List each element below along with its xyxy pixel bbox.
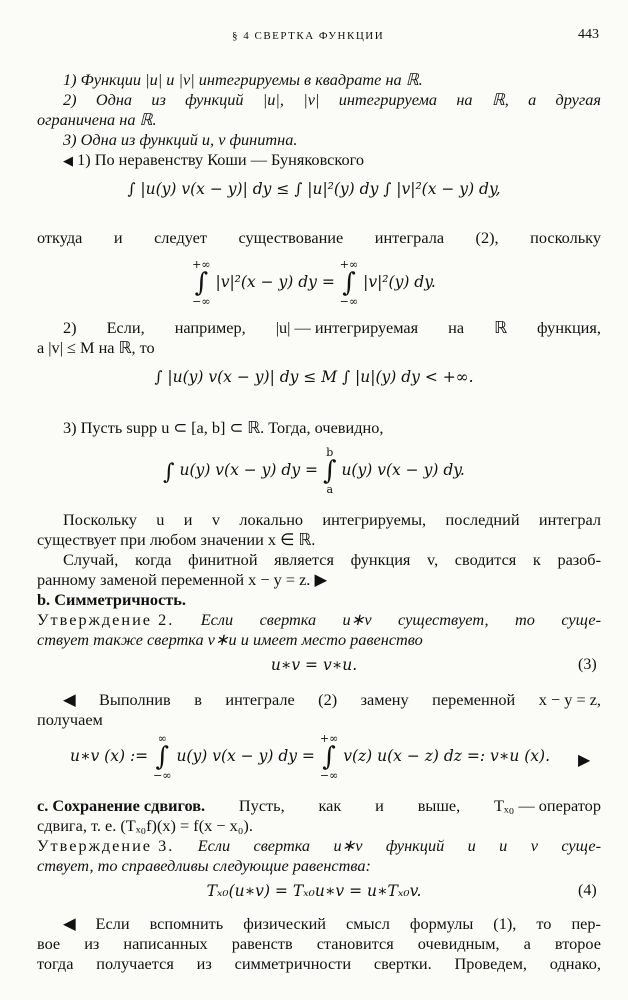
word: Утверждение 2.: [37, 610, 175, 629]
proof-part-1: [63, 150, 601, 171]
word: то: [536, 914, 552, 933]
lower-limit: −∞: [319, 769, 339, 782]
integral-sign: +∞ ∫ −∞: [319, 732, 339, 782]
upper-limit: ∞: [157, 732, 167, 745]
integral-sign: +∞ ∫ −∞: [339, 258, 359, 308]
word: Поскольку: [63, 510, 137, 529]
word: ◀: [63, 914, 76, 933]
word: Утверждение 3.: [37, 836, 175, 855]
word: финитной: [188, 550, 258, 569]
word: интеграл: [538, 510, 601, 529]
running-title: § 4 СВЕРТКА ФУНКЦИИ: [232, 30, 385, 42]
word: в: [194, 690, 202, 709]
word: интегрируема: [338, 90, 438, 109]
word: Если,: [106, 318, 145, 337]
word: разоб-: [557, 550, 601, 569]
formula-right-side: v(z) u(x − z) dz =: v∗u (x).: [343, 747, 551, 765]
word: суще-: [561, 610, 601, 629]
word: ℝ,: [491, 90, 509, 109]
word: и: [499, 836, 508, 855]
word: из: [151, 90, 166, 109]
statement-2-line-1: [37, 610, 601, 630]
word: написанных: [123, 934, 208, 953]
word: выше,: [417, 796, 461, 815]
word: второе: [554, 934, 601, 953]
word: Выполнив: [99, 690, 171, 709]
word: на: [448, 318, 465, 337]
word: как: [318, 796, 342, 815]
word: локально: [239, 510, 304, 529]
formula-cauchy-bunyakovsky: ∫ |u(y) v(x − y)| dy ≤ ∫ |u|²(y) dy ∫ |v|²(x − y) dy,: [127, 180, 501, 198]
word: формулы: [409, 914, 474, 933]
formula-integral-v-squared: [0, 258, 628, 308]
formula-right-side: u(y) v(x − y) dy.: [341, 461, 465, 479]
lower-limit: a: [326, 483, 333, 496]
formula-right-side: |v|²(y) dy.: [363, 273, 436, 291]
word: и: [183, 510, 193, 529]
word: тогда: [37, 954, 74, 973]
upper-limit: +∞: [319, 732, 339, 745]
section-heading-shift: [37, 796, 601, 816]
formula-left-side: |v|²(x − y) dy =: [215, 273, 335, 291]
word: Если: [95, 914, 130, 933]
final-text-line-1: [63, 914, 601, 934]
word: физический: [243, 914, 327, 933]
word: функций: [385, 836, 445, 855]
word: суще-: [561, 836, 601, 855]
word: очевидным,: [417, 934, 500, 953]
word: |u| — интегрируемая: [275, 318, 419, 337]
word: u: [156, 510, 165, 529]
integral-sign: +∞ ∫ −∞: [192, 258, 211, 308]
statement-3-line-1: [37, 836, 601, 856]
word: например,: [174, 318, 246, 337]
hypothesis-2-line-1: [63, 90, 601, 110]
word: существование: [238, 228, 344, 247]
formula-middle: u(y) v(x − y) dy =: [176, 747, 315, 765]
integral-sign: ∫: [163, 460, 175, 485]
page-header: [0, 27, 628, 50]
word: когда: [134, 550, 172, 569]
word: Tₓ₀ — оператор: [493, 796, 601, 815]
word: равенств: [231, 934, 293, 953]
text-finite-case-1: [63, 550, 601, 570]
equation-4: Tₓ₀(u∗v) = Tₓ₀u∗v = u∗Tₓ₀v.: [206, 882, 422, 900]
word: однако,: [549, 954, 601, 973]
word: к: [532, 550, 541, 569]
text-finite-case-2: ранному заменой переменной x − y = z. ▶: [37, 570, 327, 589]
statement-2-line-2: ствует также свертка v∗u и имеет место равенство: [37, 630, 423, 649]
word: замену: [360, 690, 409, 709]
lower-limit: −∞: [339, 295, 359, 308]
word: вспомнить: [149, 914, 224, 933]
word: 2): [63, 90, 77, 109]
word: сводится: [454, 550, 517, 569]
upper-limit: b: [326, 446, 334, 459]
word: Случай,: [63, 550, 119, 569]
word: на: [456, 90, 473, 109]
integral-sign: ∞ ∫ −∞: [153, 732, 172, 782]
word: ◀: [63, 690, 76, 709]
section-heading-symmetry: b. Симметричность.: [37, 590, 186, 609]
word: свертки.: [373, 954, 432, 973]
equation-3-number: (3): [578, 656, 597, 673]
word: 2): [63, 318, 77, 337]
word: другая: [555, 90, 601, 109]
lower-limit: −∞: [192, 295, 211, 308]
word: следует: [154, 228, 207, 247]
word: становится: [316, 934, 394, 953]
word: интегрируемы,: [322, 510, 427, 529]
word: |v|: [303, 90, 320, 109]
word: и: [113, 228, 123, 247]
word: (2),: [475, 228, 499, 247]
word: смысл: [346, 914, 390, 933]
text-exists-any-x: существует при любом значении x ∈ ℝ.: [37, 530, 316, 549]
final-text-line-2: [37, 934, 601, 954]
word: получается: [96, 954, 174, 973]
integral-sign: b ∫ a: [322, 446, 337, 496]
word: (2): [318, 690, 338, 709]
word: а: [523, 934, 531, 953]
word: интеграле: [225, 690, 295, 709]
word: вое: [37, 934, 61, 953]
word: существует,: [397, 610, 489, 629]
word: из: [196, 954, 212, 973]
word: v: [211, 510, 220, 529]
shift-definition: сдвига, т. е. (Tₓ₀f)(x) = f(x − x₀).: [37, 816, 253, 835]
word: Если: [197, 836, 231, 855]
word: Одна: [95, 90, 133, 109]
formula-bounded-integral: ∫ |u(y) v(x − y)| dy ≤ M ∫ |u|(y) dy < +∞.: [154, 368, 474, 386]
word: u∗v: [342, 610, 372, 629]
word: из: [84, 934, 100, 953]
formula-left-side: u(y) v(x − y) dy =: [179, 461, 319, 479]
proof-part-2-line-2: а |v| ≤ M на ℝ, то: [37, 338, 155, 357]
word: является: [274, 550, 334, 569]
hypothesis-3: 3) Одна из функций u, v финитна.: [63, 130, 298, 149]
upper-limit: +∞: [192, 258, 211, 271]
final-text-line-3: [37, 954, 601, 974]
hypothesis-2-line-2: ограничена на ℝ.: [37, 110, 157, 129]
word: c. Сохранение сдвигов.: [37, 796, 206, 815]
equation-3: u∗v = v∗u.: [270, 656, 358, 674]
word: свертка: [253, 836, 311, 855]
word: Проведем,: [454, 954, 527, 973]
formula-finite-support: [0, 446, 628, 496]
text-locally-integrable: [63, 510, 601, 530]
proof-part-3: 3) Пусть supp u ⊂ [a, b] ⊂ ℝ. Тогда, очевидно,: [63, 418, 384, 437]
proof-end-marker: ▶: [578, 752, 591, 769]
word: x − y = z,: [538, 690, 601, 709]
word: Если: [200, 610, 234, 629]
text-hence-existence: [37, 228, 601, 248]
word: (1),: [493, 914, 517, 933]
word: ℝ: [494, 318, 508, 337]
equation-4-number: (4): [578, 882, 597, 899]
word: а: [528, 90, 537, 109]
word: v,: [427, 550, 439, 569]
word: функция,: [537, 318, 601, 337]
formula-symmetry: [30, 732, 590, 782]
word: |u|,: [262, 90, 284, 109]
word: функция: [350, 550, 411, 569]
word: интеграла: [374, 228, 445, 247]
proof-part-1-text: 1) По неравенству Коши — Буняковского: [73, 150, 365, 169]
proof-start-marker: ◀: [63, 153, 73, 168]
word: u∗v: [333, 836, 363, 855]
word: v: [530, 836, 538, 855]
word: функций: [185, 90, 244, 109]
formula-left-side: u∗v (x) :=: [69, 747, 149, 765]
proof-part-2-line-1: [63, 318, 601, 338]
word: поскольку: [530, 228, 601, 247]
word: и: [375, 796, 384, 815]
word: переменной: [432, 690, 516, 709]
word: откуда: [37, 228, 83, 247]
hypothesis-1: 1) Функции |u| и |v| интегрируемы в квадрате на ℝ.: [63, 70, 423, 89]
word: Пусть,: [238, 796, 285, 815]
word: u: [467, 836, 476, 855]
word: симметричности: [234, 954, 352, 973]
page-number: 443: [578, 27, 599, 42]
upper-limit: +∞: [339, 258, 359, 271]
word: свертка: [259, 610, 317, 629]
word: то: [514, 610, 535, 629]
word: пер-: [571, 914, 601, 933]
word: последний: [445, 510, 520, 529]
statement-3-line-2: ствует, то справедливы следующие равенства:: [37, 856, 371, 875]
proof-symmetry-line-1: [63, 690, 601, 710]
proof-symmetry-line-2: получаем: [37, 710, 103, 729]
lower-limit: −∞: [153, 769, 172, 782]
